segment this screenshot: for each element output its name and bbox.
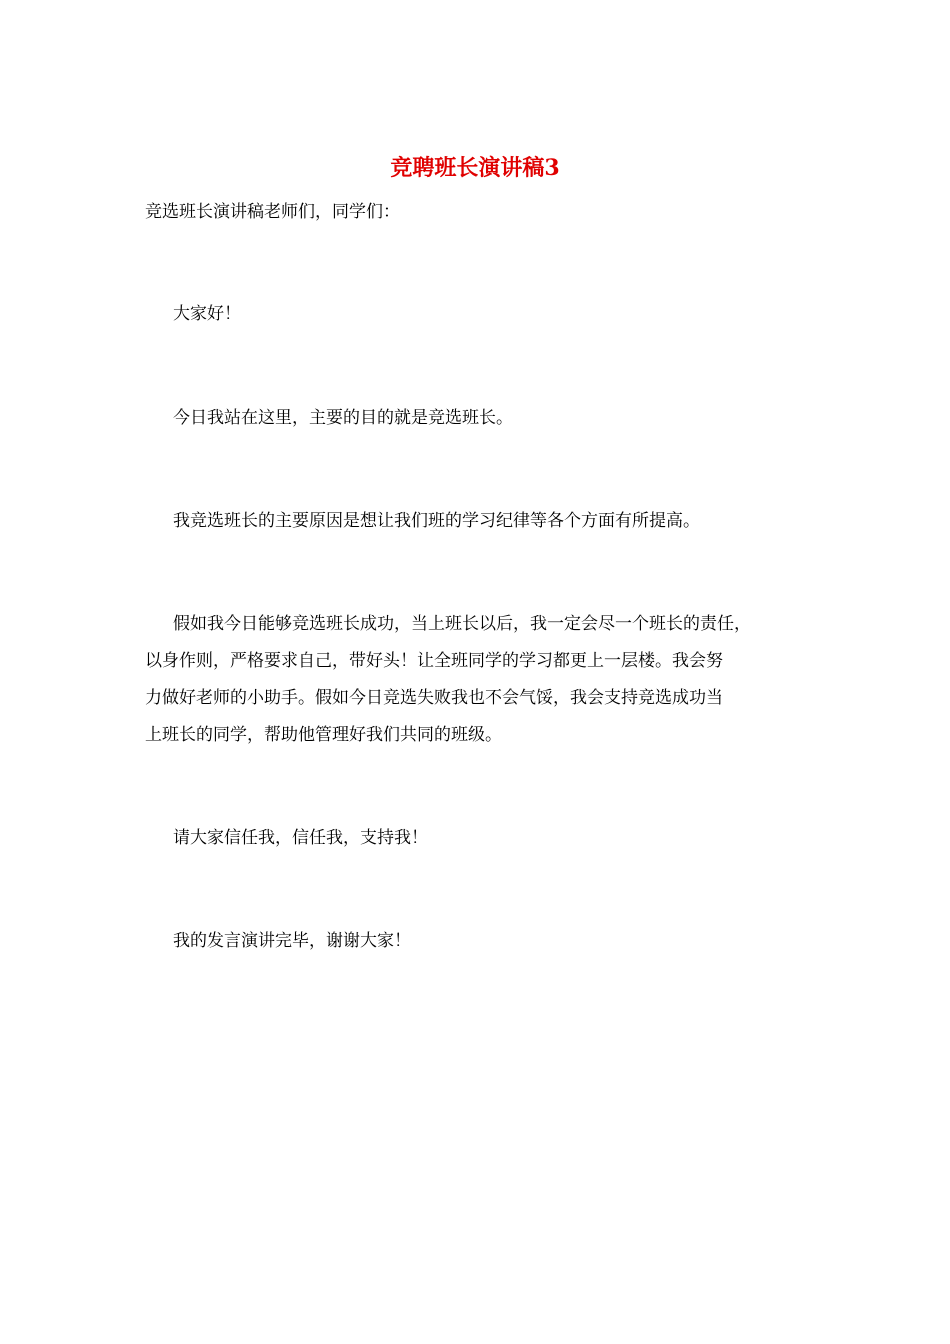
paragraph-promise-line-4: 上班长的同学，帮助他管理好我们共同的班级。 — [145, 725, 502, 745]
paragraph-closing: 我的发言演讲完毕，谢谢大家！ — [173, 931, 411, 951]
paragraph-reason: 我竞选班长的主要原因是想让我们班的学习纪律等各个方面有所提高。 — [173, 511, 700, 531]
paragraph-promise-line-1: 假如我今日能够竞选班长成功，当上班长以后，我一定会尽一个班长的责任， — [173, 614, 751, 634]
document-title: 竞聘班长演讲稿3 — [390, 155, 560, 181]
greeting-line: 大家好！ — [173, 304, 241, 324]
paragraph-promise-line-3: 力做好老师的小助手。假如今日竞选失败我也不会气馁，我会支持竞选成功当 — [145, 688, 723, 708]
paragraph-promise-line-2: 以身作则，严格要求自己，带好头！让全班同学的学习都更上一层楼。我会努 — [145, 651, 723, 671]
paragraph-appeal: 请大家信任我，信任我，支持我！ — [173, 828, 428, 848]
paragraph-purpose: 今日我站在这里，主要的目的就是竞选班长。 — [173, 408, 513, 428]
salutation-line: 竞选班长演讲稿老师们，同学们： — [145, 202, 400, 222]
